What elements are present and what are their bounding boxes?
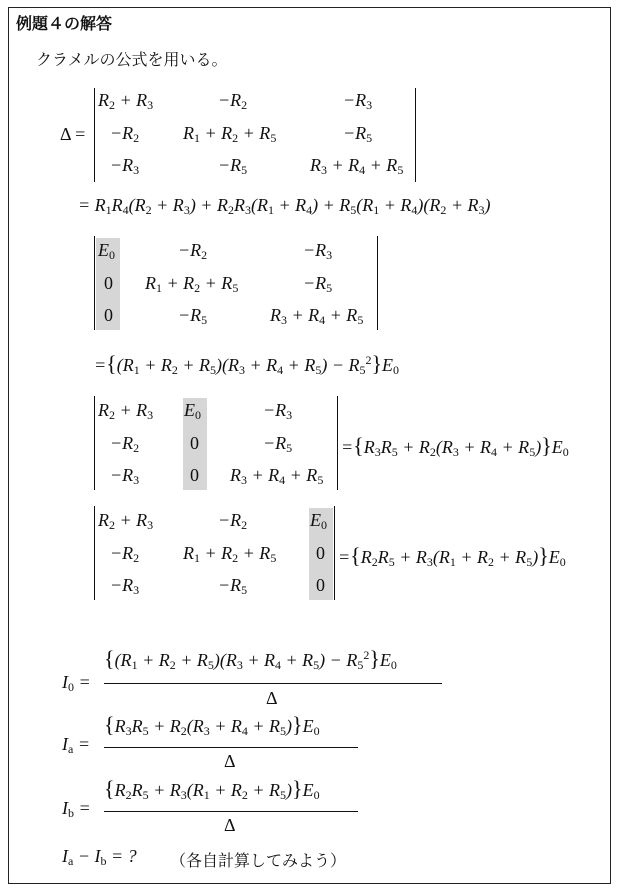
ib-denominator: Δ	[224, 815, 236, 835]
ib-numerator: $\{R_2R_5 + R_3(R_1 + R_2 + R_5)\}E_0$	[104, 776, 320, 802]
det-i0-cell: $-R_5$	[178, 305, 208, 327]
det-ib-left-bar	[94, 506, 95, 600]
ib-result: $=\{R_2R_5 + R_3(R_1 + R_2 + R_5)\}E_0$	[338, 543, 566, 569]
det-ia-cell: $R_2 + R_3$	[98, 400, 154, 422]
i0-denominator: Δ	[266, 688, 278, 708]
i0-lhs: $I_0$ =	[62, 672, 91, 694]
intro-text: クラメルの公式を用いる。	[36, 50, 228, 69]
det-i0-cell: 0	[104, 305, 113, 325]
det-delta-cell: $-R_2$	[110, 123, 140, 145]
det-ib-cell: 0	[316, 575, 325, 595]
det-ia-cell: $-R_3$	[110, 465, 140, 487]
det-ib-cell: 0	[316, 543, 325, 563]
i0-result: $=\{(R_1 + R_2 + R_5)(R_3 + R_4 + R_5) - R_5^2\}E_0$	[94, 351, 400, 377]
det-i0-cell: $-R_2$	[178, 240, 208, 262]
det-ib-cell: $R_1 + R_2 + R_5$	[183, 543, 277, 565]
ia-denominator: Δ	[224, 751, 236, 771]
det-ia-left-bar	[94, 396, 95, 490]
det-ib-cell: $E_0$	[310, 510, 327, 532]
det-i0-cell: $R_1 + R_2 + R_5$	[145, 273, 239, 295]
det-i0-cell: $-R_3$	[303, 240, 333, 262]
det-i0-right-bar	[377, 236, 378, 330]
det-delta-cell: $-R_5$	[218, 155, 248, 177]
det-ia-cell: 0	[190, 465, 199, 485]
i0-numerator: $\{(R_1 + R_2 + R_5)(R_3 + R_4 + R_5) - R_5^2\}E_0$	[104, 646, 397, 672]
det-delta-cell: $-R_3$	[110, 155, 140, 177]
final-expression: $I_a - I_b$ = ?	[62, 846, 137, 868]
det-ia-cell: $-R_5$	[263, 433, 293, 455]
det-delta-left-bar	[94, 88, 95, 182]
det-ia-cell: $E_0$	[184, 400, 201, 422]
det-ia-right-bar	[337, 396, 338, 490]
det-ib-cell: $R_2 + R_3$	[98, 510, 154, 532]
det-ia-cell: $R_3 + R_4 + R_5$	[230, 465, 324, 487]
final-note: （各自計算してみよう）	[170, 851, 347, 870]
ib-lhs: $I_b$ =	[62, 798, 91, 820]
ib-fraction-line	[104, 811, 358, 812]
det-ib-cell: $-R_2$	[218, 510, 248, 532]
det-i0-cell: $R_3 + R_4 + R_5$	[270, 305, 364, 327]
ia-result: $=\{R_3R_5 + R_2(R_3 + R_4 + R_5)\}E_0$	[341, 433, 569, 459]
page-title: 例題４の解答	[16, 14, 113, 33]
det-i0-cell: $-R_5$	[303, 273, 333, 295]
det-ia-cell: 0	[190, 433, 199, 453]
det-ia-cell: $-R_3$	[263, 400, 293, 422]
det-delta-cell: $R_2 + R_3$	[98, 90, 154, 112]
ia-lhs: $I_a$ =	[62, 734, 90, 756]
delta-expansion: = $R_1R_4(R_2 + R_3) + R_2R_3(R_1 + R_4) + R_5(R_1 + R_4)(R_2 + R_3)$	[78, 195, 491, 217]
det-delta-cell: $R_1 + R_2 + R_5$	[183, 123, 277, 145]
det-i0-cell: 0	[104, 273, 113, 293]
det-ib-cell: $-R_2$	[110, 543, 140, 565]
det-ia-cell: $-R_2$	[110, 433, 140, 455]
det-delta-cell: $-R_3$	[343, 90, 373, 112]
det-ib-right-bar	[334, 506, 335, 600]
det-ib-cell: $-R_5$	[218, 575, 248, 597]
det-ib-cell: $-R_3$	[110, 575, 140, 597]
det-delta-cell: $R_3 + R_4 + R_5$	[310, 155, 404, 177]
i0-fraction-line	[104, 683, 442, 684]
det-i0-cell: $E_0$	[98, 240, 115, 262]
ia-numerator: $\{R_3R_5 + R_2(R_3 + R_4 + R_5)\}E_0$	[104, 712, 320, 738]
ia-fraction-line	[104, 747, 358, 748]
det-i0-left-bar	[94, 236, 95, 330]
det-delta-cell: $-R_5$	[343, 123, 373, 145]
det-delta-right-bar	[415, 88, 416, 182]
det-delta-cell: $-R_2$	[218, 90, 248, 112]
delta-label: Δ =	[60, 124, 86, 144]
